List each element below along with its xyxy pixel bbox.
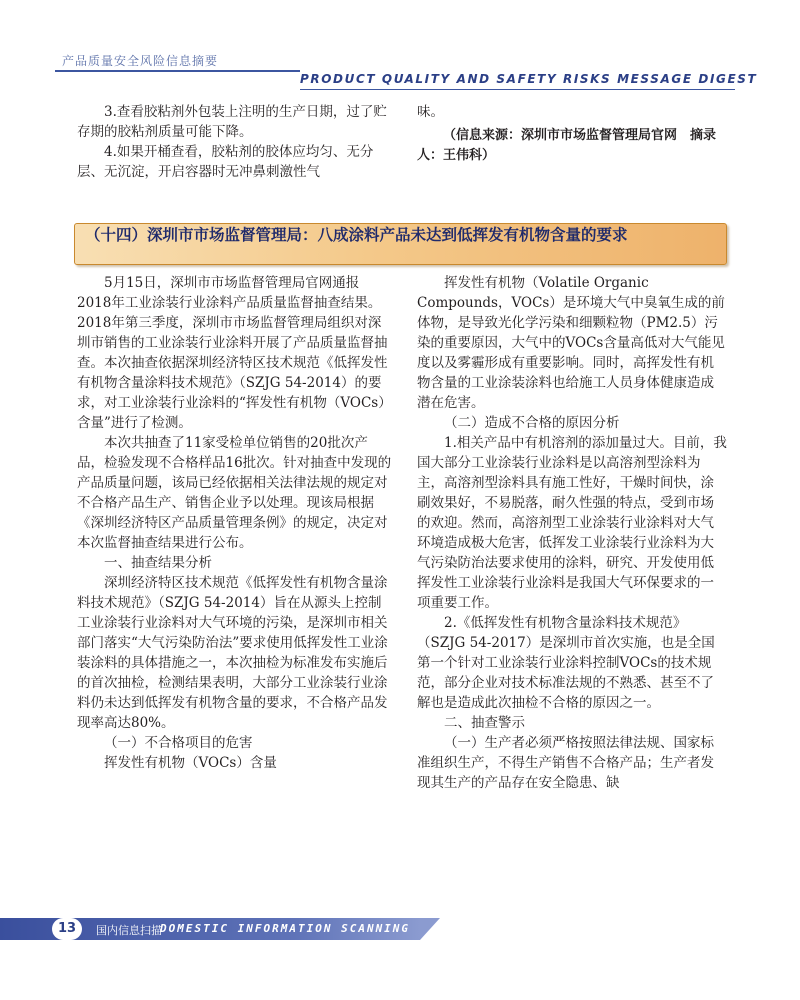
subsection-heading: （一）不合格项目的危害 xyxy=(104,735,253,751)
paragraph: 2.《低挥发性有机物含量涂料技术规范》（SZJG 54-2017）是深圳市首次实施，也是全国第一个针对工业涂装行业涂料控制VOCs的技术规范，部分企业对技术标准法规的不熟悉、甚至不了解也是造成此次抽检不合格的原因之一。 xyxy=(417,615,715,711)
article-title: （十四）深圳市市场监督管理局：八成涂料产品未达到低挥发有机物含量的要求 xyxy=(85,225,628,244)
article-title-banner xyxy=(74,223,727,265)
subsection-heading: （二）造成不合格的原因分析 xyxy=(444,415,620,431)
paragraph: 1.相关产品中有机溶剂的添加量过大。目前，我国大部分工业涂装行业涂料是以高溶剂型涂料为主，高溶剂型涂料具有施工性好，干燥时间快，涂刷效果好，不易脱落，耐久性强的特点，受到市场的欢迎。然而，高溶剂型工业涂装行业涂料对大气环境造成极大危害，低挥发工业涂装行业涂料为大气污染防治法要求使用的涂料，研究、开发使用低挥发性工业涂装行业涂料是我国大气环保要求的一项重要工作。 xyxy=(417,435,727,611)
section-heading: 二、抽查警示 xyxy=(444,715,525,731)
article-left-column xyxy=(77,273,393,773)
paragraph: 5月15日，深圳市市场监督管理局官网通报2018年工业涂装行业涂料产品质量监督抽查结果。2018年第三季度，深圳市市场监督管理局组织对深圳市销售的工业涂装行业涂料开展了产品质量监督抽查。本次抽查依据深圳经济特区技术规范《低挥发性有机物含量涂料技术规范》（SZJG 54-2014）的要求，对工业涂装行业涂料的“挥发性有机物（VOCs）含量”进行了检测。 xyxy=(77,275,392,431)
paragraph: 3.查看胶粘剂外包装上注明的生产日期，过了贮存期的胶粘剂质量可能下降。 xyxy=(77,104,387,140)
top-left-column xyxy=(77,102,393,182)
paragraph: 挥发性有机物（Volatile Organic Compounds，VOCs）是环境大气中臭氧生成的前体物，是导致光化学污染和细颗粒物（PM2.5）污染的重要原因，大气中的VOCs含量高低对大气能见度以及雾霾形成有重要影响。同时，高挥发性有机物含量的工业涂装涂料也给施工人员身体健康造成潜在危害。 xyxy=(417,275,725,411)
source-note: （信息来源：深圳市市场监督管理局官网 摘录人：王伟科） xyxy=(417,128,717,163)
section-heading: 一、抽查结果分析 xyxy=(104,555,212,571)
paragraph: 4.如果开桶查看，胶粘剂的胶体应均匀、无分层、无沉淀，开启容器时无冲鼻刺激性气 xyxy=(77,144,374,180)
header-rule xyxy=(55,70,300,72)
header-title-en: PRODUCT QUALITY AND SAFETY RISKS MESSAGE DIGEST xyxy=(300,72,758,86)
top-right-column xyxy=(417,102,727,166)
page-number: 13 xyxy=(52,918,82,940)
header-title-cn: 产品质量安全风险信息摘要 xyxy=(62,54,219,68)
paragraph: （一）生产者必须严格按照法律法规、国家标准组织生产，不得生产销售不合格产品；生产者发现其生产的产品存在安全隐患、缺 xyxy=(417,735,714,791)
paragraph: 本次共抽查了11家受检单位销售的20批次产品，检验发现不合格样品16批次。针对抽查中发现的产品质量问题，该局已经依据相关法律法规的规定对不合格产品生产、销售企业予以处理。现该局根据《深圳经济特区产品质量管理条例》的规定，决定对本次监督抽查结果进行公布。 xyxy=(77,435,392,551)
footer-label-cn: 国内信息扫描 xyxy=(96,924,162,937)
paragraph: 深圳经济特区技术规范《低挥发性有机物含量涂料技术规范》（SZJG 54-2014）旨在从源头上控制工业涂装行业涂料对大气环境的污染，是深圳市相关部门落实“大气污染防治法”要求使用低挥发性工业涂装涂料的具体措施之一，本次抽检为标准发布实施后的首次抽检，检测结果表明，大部分工业涂装行业涂料仍未达到低挥发有机物含量的要求，不合格产品发现率高达80%。 xyxy=(77,575,388,731)
paragraph: 味。 xyxy=(417,104,444,120)
header-rule-en xyxy=(300,89,735,90)
paragraph: 挥发性有机物（VOCs）含量 xyxy=(104,755,277,771)
article-right-column xyxy=(417,273,727,793)
footer-label-en: DOMESTIC INFORMATION SCANNING xyxy=(160,922,411,935)
